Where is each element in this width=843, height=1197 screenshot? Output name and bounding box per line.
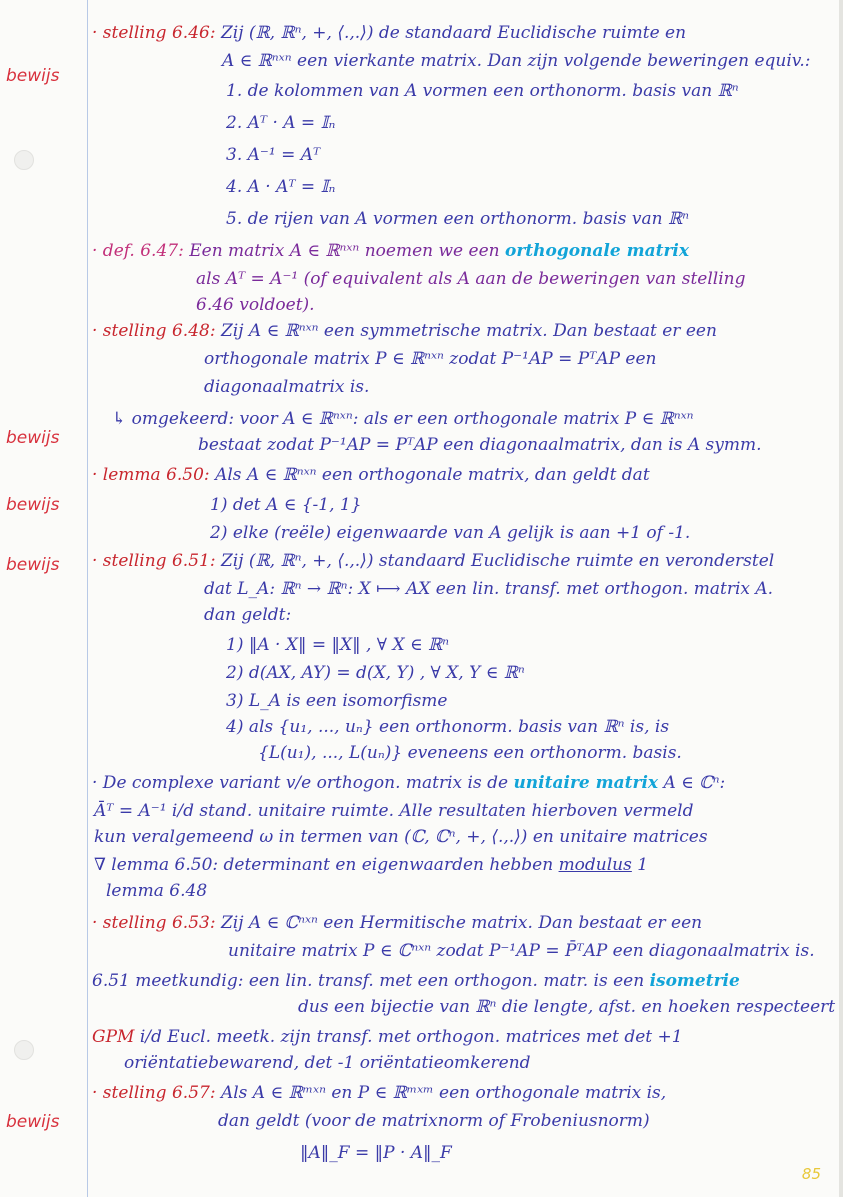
formula: ‖A‖_F = ‖P · A‖_F [300,1143,452,1163]
note-text: A ∈ ℝⁿˣⁿ een vierkante matrix. Dan zijn volgende beweringen equiv.: [222,51,811,71]
note-text: Āᵀ = A⁻¹ i/d stand. unitaire ruimte. Alle resultaten hierboven vermeld [94,801,694,821]
note-text: Als A ∈ ℝᵐˣⁿ en P ∈ ℝᵐˣᵐ een orthogonale matrix is, [220,1083,667,1103]
note-text: als Aᵀ = A⁻¹ (of equivalent als A aan de beweringen van stelling [196,269,746,289]
list-item: 4) als {u₁, ..., uₙ} een orthonorm. basis van ℝⁿ is, is [226,717,670,737]
note-text: 6.46 voldoet). [196,295,315,315]
note-text: dan geldt (voor de matrixnorm of Frobeniusnorm) [218,1111,650,1131]
highlighted-term: isometrie [649,971,740,991]
list-item: 1) det A ∈ {-1, 1} [210,495,362,515]
note-text: dan geldt: [204,605,292,625]
list-item: {L(u₁), ..., L(uₙ)} eveneens een orthonorm. basis. [258,743,682,763]
page-edge [839,0,843,1197]
list-item: 2) d(AX, AY) = d(X, Y) , ∀ X, Y ∈ ℝⁿ [226,663,525,683]
list-item: 3. A⁻¹ = Aᵀ [226,145,321,165]
note-text: dat L_A: ℝⁿ → ℝⁿ: X ⟼ AX een lin. transf. met orthogon. matrix A. [204,579,774,599]
note-text: A ∈ ℂⁿ: [663,773,726,793]
note-text: Als A ∈ ℝⁿˣⁿ een orthogonale matrix, dan geldt dat [215,465,650,485]
list-item: 1) ‖A · X‖ = ‖X‖ , ∀ X ∈ ℝⁿ [226,635,449,655]
note-text: · De complexe variant v/e orthogon. matrix is de [92,773,509,793]
stelling-label: · stelling 6.57: [92,1083,216,1103]
gpm-label: GPM [92,1027,135,1047]
stelling-label: · stelling 6.48: [92,321,216,341]
list-item: 2) elke (reële) eigenwaarde van A gelijk is aan +1 of -1. [210,523,691,543]
list-item: 5. de rijen van A vormen een orthonorm. basis van ℝⁿ [226,209,689,229]
stelling-label: · stelling 6.46: [92,23,216,43]
note-text: bestaat zodat P⁻¹AP = PᵀAP een diagonaalmatrix, dan is A symm. [198,435,762,455]
stelling-label: · stelling 6.53: [92,913,216,933]
note-text: Zij A ∈ ℝⁿˣⁿ een symmetrische matrix. Dan bestaat er een [220,321,717,341]
margin-label-bewijs: bewijs [6,495,60,515]
note-text: 6.51 meetkundig: een lin. transf. met een orthogon. matr. is een [92,971,645,991]
list-item: 3) L_A is een isomorfisme [226,691,448,711]
list-item: 4. A · Aᵀ = 𝕀ₙ [226,177,336,197]
note-text: unitaire matrix P ∈ ℂⁿˣⁿ zodat P⁻¹AP = P̄ᵀAP een diagonaalmatrix is. [228,941,815,961]
note-text: Zij (ℝ, ℝⁿ, +, ⟨.,.⟩) de standaard Euclidische ruimte en [220,23,687,43]
punch-hole [14,1040,34,1060]
margin-label-bewijs: bewijs [6,66,60,86]
highlighted-term: orthogonale matrix [504,241,690,261]
margin-label-bewijs: bewijs [6,1112,60,1132]
note-text: dus een bijectie van ℝⁿ die lengte, afst. en hoeken respecteert [298,997,836,1017]
note-text: Een matrix A ∈ ℝⁿˣⁿ noemen we een [189,241,500,261]
definitie-label: · def. 6.47: [92,241,184,261]
note-text: oriëntatiebewarend, det -1 oriëntatieomkerend [124,1053,531,1073]
lemma-label: · lemma 6.50: [92,465,210,485]
note-text: Zij (ℝ, ℝⁿ, +, ⟨.,.⟩) standaard Euclidische ruimte en veronderstel [220,551,775,571]
page-number: 85 [801,1165,821,1183]
note-text: lemma 6.48 [106,881,208,901]
highlighted-term: unitaire matrix [513,773,659,793]
margin-label-bewijs: bewijs [6,555,60,575]
margin-label-bewijs: bewijs [6,428,60,448]
underlined-term: modulus [558,855,632,875]
punch-hole [14,150,34,170]
list-item: 1. de kolommen van A vormen een orthonorm. basis van ℝⁿ [226,81,739,101]
note-text: 1 [637,855,649,875]
margin-line [87,0,88,1197]
note-text: kun veralgemeend ω in termen van (ℂ, ℂⁿ, +, ⟨.,.⟩) en unitaire matrices [94,827,708,847]
note-text: i/d Eucl. meetk. zijn transf. met orthogon. matrices met det +1 [139,1027,683,1047]
note-text: ∇ lemma 6.50: determinant en eigenwaarden hebben [94,855,554,875]
note-text: diagonaalmatrix is. [204,377,370,397]
note-text: Zij A ∈ ℂⁿˣⁿ een Hermitische matrix. Dan bestaat er een [220,913,703,933]
stelling-label: · stelling 6.51: [92,551,216,571]
list-item: 2. Aᵀ · A = 𝕀ₙ [226,113,336,133]
note-text: orthogonale matrix P ∈ ℝⁿˣⁿ zodat P⁻¹AP = PᵀAP een [204,349,657,369]
note-text: ↳ omgekeerd: voor A ∈ ℝⁿˣⁿ: als er een orthogonale matrix P ∈ ℝⁿˣⁿ [112,409,694,429]
